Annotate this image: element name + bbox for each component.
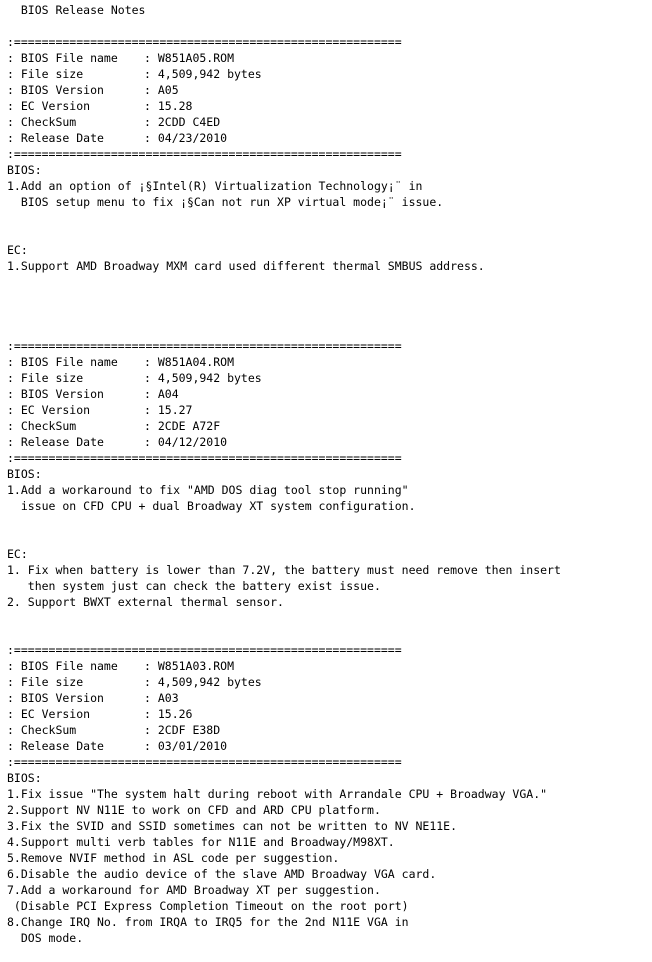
field-line [7,130,227,146]
field-label: : BIOS File name [7,659,118,673]
field-label: : BIOS File name [7,51,118,65]
field-line [7,738,227,754]
bios-note-line: DOS mode. [7,931,84,945]
field-line [7,66,262,82]
field-label: : BIOS Version [7,387,104,401]
bios-heading: BIOS: [7,467,42,481]
document-title: BIOS Release Notes [7,3,146,17]
bios-heading: BIOS: [7,771,42,785]
bios-note-line: 7.Add a workaround for AMD Broadway XT per suggestion. [7,883,381,897]
field-value: : 15.26 [144,707,193,721]
field-line [7,674,262,690]
ec-heading: EC: [7,243,28,257]
field-value: : 15.28 [144,99,193,113]
bios-note-line: issue on CFD CPU + dual Broadway XT system configuration. [7,499,416,513]
field-value: : W851A03.ROM [144,659,235,673]
field-value: : 2CDF E38D [144,723,221,737]
field-label: : BIOS Version [7,83,104,97]
field-value: : 4,509,942 bytes [144,371,262,385]
separator-line: :======================================================== [7,755,402,769]
field-label: : EC Version [7,403,91,417]
bios-note-line: 1.Add an option of ¡§Intel(R) Virtualization Technology¡¨ in [7,179,423,193]
bios-note-line: 2.Support NV N11E to work on CFD and ARD CPU platform. [7,803,381,817]
bios-note-line: 8.Change IRQ No. from IRQA to IRQ5 for the 2nd N11E VGA in [7,915,409,929]
field-line [7,114,220,130]
bios-note-line: 3.Fix the SVID and SSID sometimes can not be written to NV NE11E. [7,819,458,833]
field-line [7,434,227,450]
field-line [7,690,179,706]
field-line [7,722,220,738]
field-line [7,354,234,370]
field-line [7,418,220,434]
field-line [7,50,234,66]
field-label: : Release Date [7,131,104,145]
field-label: : CheckSum [7,723,77,737]
field-label: : Release Date [7,435,104,449]
field-label: : CheckSum [7,419,77,433]
bios-note-line: 5.Remove NVIF method in ASL code per suggestion. [7,851,340,865]
separator-line: :======================================================== [7,339,402,353]
field-label: : File size [7,67,84,81]
separator-line: :======================================================== [7,643,402,657]
field-label: : BIOS File name [7,355,118,369]
field-value: : 04/12/2010 [144,435,228,449]
field-line [7,706,192,722]
field-line [7,82,179,98]
bios-note-line: 4.Support multi verb tables for N11E and Broadway/M98XT. [7,835,395,849]
field-value: : A03 [144,691,179,705]
field-value: : 04/23/2010 [144,131,228,145]
field-value: : W851A05.ROM [144,51,235,65]
separator-line: :======================================================== [7,147,402,161]
separator-line: :======================================================== [7,451,402,465]
ec-note-line: 2. Support BWXT external thermal sensor. [7,595,284,609]
field-value: : 2CDE A72F [144,419,221,433]
ec-note-line: then system just can check the battery exist issue. [7,579,381,593]
field-label: : EC Version [7,707,91,721]
field-line [7,402,192,418]
field-line [7,370,262,386]
field-value: : 03/01/2010 [144,739,228,753]
field-value: : A05 [144,83,179,97]
field-value: : 4,509,942 bytes [144,67,262,81]
field-value: : W851A04.ROM [144,355,235,369]
field-value: : 2CDD C4ED [144,115,221,129]
bios-note-line: 1.Add a workaround to fix "AMD DOS diag tool stop running" [7,483,409,497]
field-value: : 15.27 [144,403,193,417]
bios-note-line: (Disable PCI Express Completion Timeout on the root port) [7,899,409,913]
field-label: : EC Version [7,99,91,113]
separator-line: :======================================================== [7,35,402,49]
bios-note-line: BIOS setup menu to fix ¡§Can not run XP virtual mode¡¨ issue. [7,195,444,209]
bios-heading: BIOS: [7,163,42,177]
ec-note-line: 1.Support AMD Broadway MXM card used different thermal SMBUS address. [7,259,485,273]
ec-heading: EC: [7,547,28,561]
field-label: : BIOS Version [7,691,104,705]
field-value: : A04 [144,387,179,401]
ec-note-line: 1. Fix when battery is lower than 7.2V, the battery must need remove then insert [7,563,561,577]
field-label: : File size [7,371,84,385]
field-line [7,658,234,674]
field-value: : 4,509,942 bytes [144,675,262,689]
bios-note-line: 1.Fix issue "The system halt during reboot with Arrandale CPU + Broadway VGA." [7,787,548,801]
field-label: : CheckSum [7,115,77,129]
field-label: : File size [7,675,84,689]
field-line [7,98,192,114]
bios-note-line: 6.Disable the audio device of the slave AMD Broadway VGA card. [7,867,437,881]
field-label: : Release Date [7,739,104,753]
field-line [7,386,179,402]
